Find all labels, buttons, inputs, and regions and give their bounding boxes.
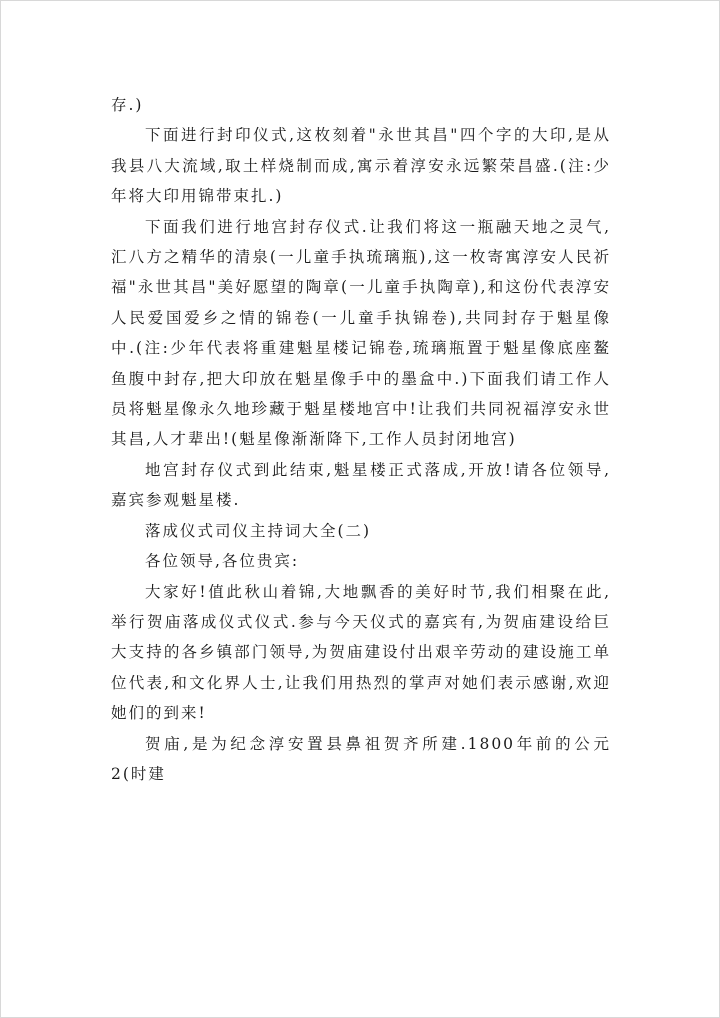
paragraph-underground-palace: 下面我们进行地宫封存仪式.让我们将这一瓶融天地之灵气,汇八方之精华的清泉(一儿童手执琉璃瓶),这一枚寄寓淳安人民祈福"永世其昌"美好愿望的陶章(一儿童手执陶章),和这份代表淳安人民爱国爱乡之情的锦卷(一儿童手执锦卷),共同封存于魁星像中.(注:少年代表将重建魁星楼记锦卷,琉璃瓶置于魁星像底座鳌鱼腹中封存,把大印放在魁星像手中的墨盒中.)下面我们请工作人员将魁星像永久地珍藏于魁星楼地宫中!让我们共同祝福淳安永世其昌,人才辈出!(魁星像渐渐降下,工作人员封闭地宫) [111, 217, 611, 449]
paragraph-continuation: 存.) [111, 96, 144, 114]
section-heading: 落成仪式司仪主持词大全(二) [145, 521, 372, 540]
document-body [111, 90, 611, 789]
paragraph-ceremony-end: 地宫封存仪式到此结束,魁星楼正式落成,开放!请各位领导,嘉宾参观魁星楼. [111, 460, 611, 510]
paragraph-seal-ceremony: 下面进行封印仪式,这枚刻着"永世其昌"四个字的大印,是从我县八大流域,取土样烧制而成,寓示着淳安永远繁荣昌盛.(注:少年将大印用锦带束扎.) [111, 126, 611, 206]
paragraph-hemiao-intro: 贺庙,是为纪念淳安置县鼻祖贺齐所建.1800年前的公元2(时建 [111, 734, 611, 783]
paragraph-welcome: 大家好!值此秋山着锦,大地飘香的美好时节,我们相聚在此,举行贺庙落成仪式仪式.参与今天仪式的嘉宾有,为贺庙建设给巨大支持的各乡镇部门领导,为贺庙建设付出艰辛劳动的建设施工单位代表,和文化界人士,让我们用热烈的掌声对她们表示感谢,欢迎她们的到来! [111, 582, 611, 723]
paragraph-salutation: 各位领导,各位贵宾: [145, 552, 300, 571]
